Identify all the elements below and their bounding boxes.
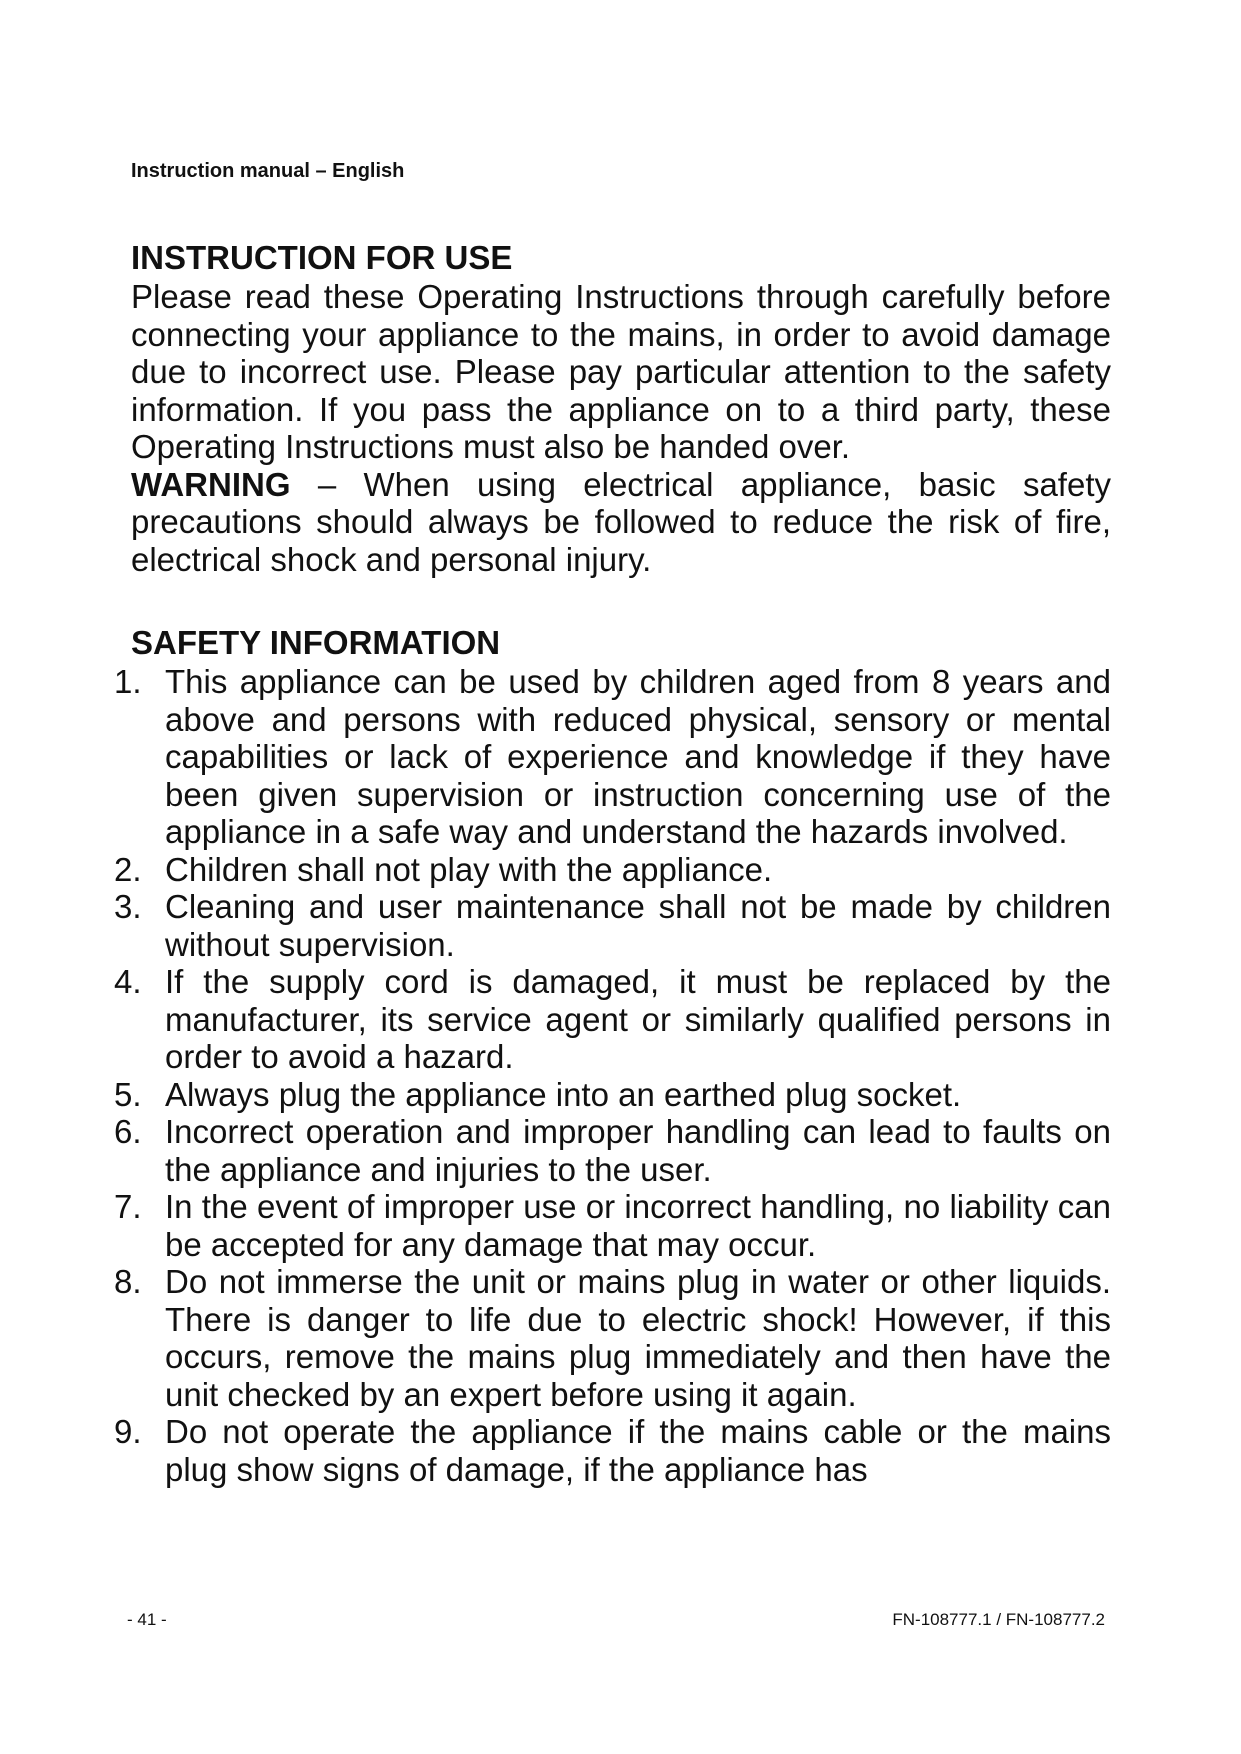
list-item-number: 7. xyxy=(114,1188,142,1225)
list-item-text: In the event of improper use or incorrect handling, no liability can be accepted for any damage that may occur. xyxy=(165,1188,1111,1263)
list-item xyxy=(114,1188,1111,1263)
list-item-text: Incorrect operation and improper handling can lead to faults on the appliance and injuries to the user. xyxy=(165,1113,1111,1188)
list-item-text: This appliance can be used by children aged from 8 years and above and persons with reduced physical, sensory or mental capabilities or lack of experience and knowledge if they have been given supervision or instruction concerning use of the appliance in a safe way and understand the hazards involved. xyxy=(165,663,1111,850)
list-item xyxy=(114,888,1111,963)
list-item-text: If the supply cord is damaged, it must be replaced by the manufacturer, its service agent or similarly qualified persons in order to avoid a hazard. xyxy=(165,963,1111,1075)
safety-list xyxy=(114,663,1111,1488)
list-item-number: 3. xyxy=(114,888,142,925)
list-item xyxy=(114,850,1111,889)
list-item-text: Do not immerse the unit or mains plug in water or other liquids. There is danger to life due to electric shock! However, if this occurs, remove the mains plug immediately and then have the unit checked by an expert before using it again. xyxy=(165,1263,1111,1413)
list-item-number: 4. xyxy=(114,963,142,1000)
list-item xyxy=(114,1113,1111,1188)
list-item-text: Do not operate the appliance if the mains cable or the mains plug show signs of damage, if the appliance has xyxy=(165,1413,1111,1488)
main-content xyxy=(114,238,1111,1488)
warning-paragraph xyxy=(131,466,1111,579)
safety-title: SAFETY INFORMATION xyxy=(131,624,501,661)
document-header-label: Instruction manual – English xyxy=(131,160,405,182)
document-code: FN-108777.1 / FN-108777.2 xyxy=(892,1610,1105,1629)
list-item-text: Cleaning and user maintenance shall not be made by children without supervision. xyxy=(165,888,1111,963)
list-item-text: Always plug the appliance into an earthed plug socket. xyxy=(165,1075,962,1113)
warning-label: WARNING xyxy=(131,465,291,503)
warning-text: – When using electrical appliance, basic safety precautions should always be followed to reduce the risk of fire, electrical shock and personal injury. xyxy=(131,465,1111,578)
list-item xyxy=(114,1413,1111,1488)
list-item-number: 6. xyxy=(114,1113,142,1150)
list-item-text: Children shall not play with the appliance. xyxy=(165,850,773,888)
instruction-title: INSTRUCTION FOR USE xyxy=(131,239,513,276)
instruction-body: Please read these Operating Instructions through carefully before connecting your appliance to the mains, in order to avoid damage due to incorrect use. Please pay particular attention to the safety information. If you pass the appliance on to a third party, these Operating Instructions must also be handed over. xyxy=(131,278,1111,465)
list-item-number: 1. xyxy=(114,663,142,700)
page-number: - 41 - xyxy=(127,1610,167,1629)
list-item xyxy=(114,1263,1111,1413)
list-item-number: 8. xyxy=(114,1263,142,1300)
list-item-number: 2. xyxy=(114,850,142,888)
list-item-number: 5. xyxy=(114,1075,142,1113)
list-item-number: 9. xyxy=(114,1413,142,1450)
section-spacer xyxy=(131,578,1111,623)
list-item xyxy=(114,1075,1111,1114)
list-item xyxy=(114,663,1111,851)
list-item xyxy=(114,963,1111,1076)
